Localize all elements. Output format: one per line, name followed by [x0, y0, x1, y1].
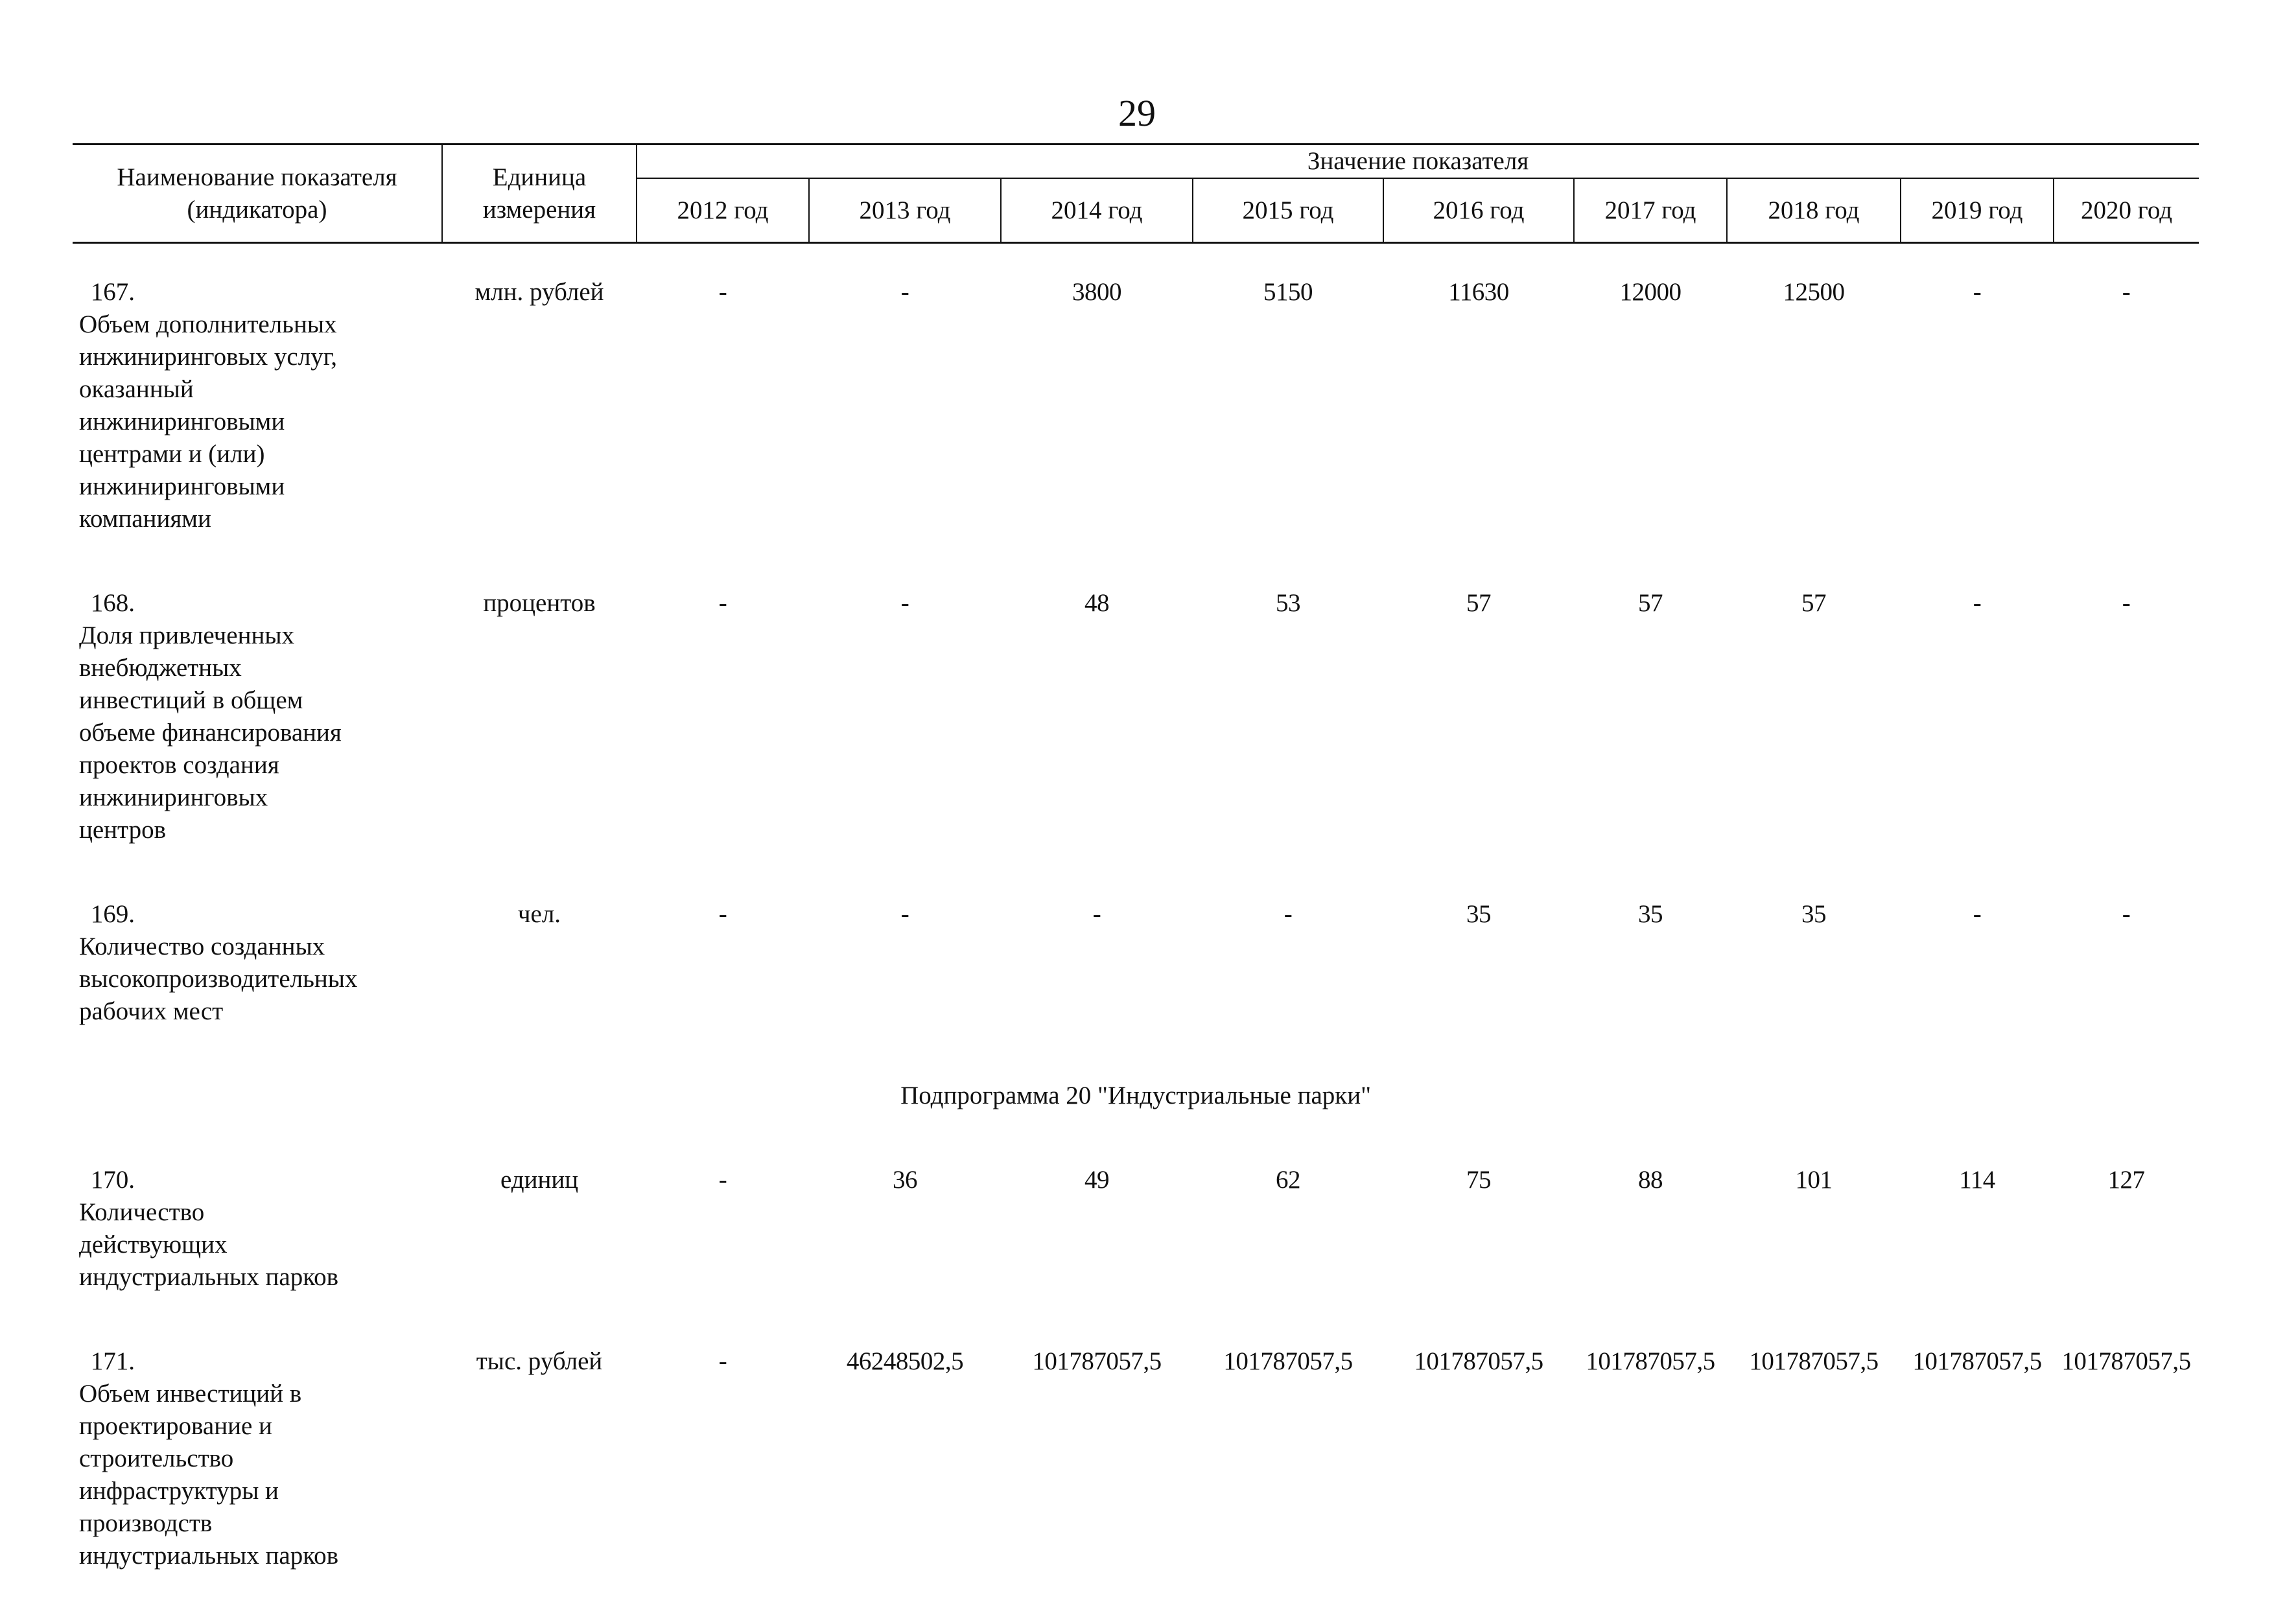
value-cell: - — [1001, 898, 1193, 1080]
value-cell: - — [2054, 276, 2199, 587]
value-cell: - — [637, 276, 809, 587]
table-row — [73, 1345, 2199, 1624]
table-row — [73, 276, 2199, 587]
value-cell: 88 — [1574, 1164, 1727, 1345]
value-cell: 48 — [1001, 587, 1193, 898]
value-cell: 101787057,5 — [2054, 1345, 2199, 1624]
value-cell: 75 — [1383, 1164, 1574, 1345]
value-cell: - — [1901, 587, 2054, 898]
row-number: 167. — [73, 276, 135, 308]
indicator-name: Количество созданных высокопроизводительных рабочих мест — [79, 931, 384, 1028]
unit-cell: единиц — [442, 1164, 637, 1345]
value-cell: 12500 — [1727, 276, 1901, 587]
table-header — [73, 145, 2199, 243]
value-cell: 101787057,5 — [1193, 1345, 1383, 1624]
value-cell: 12000 — [1574, 276, 1727, 587]
value-cell: 101 — [1727, 1164, 1901, 1345]
value-cell: - — [637, 1345, 809, 1624]
value-cell: - — [637, 1164, 809, 1345]
header-year-5: 2016 год — [1383, 178, 1574, 243]
value-cell: 57 — [1727, 587, 1901, 898]
value-cell: - — [2054, 587, 2199, 898]
page-number: 29 — [0, 91, 2274, 136]
value-cell: 49 — [1001, 1164, 1193, 1345]
value-cell: 114 — [1901, 1164, 2054, 1345]
value-cell: 62 — [1193, 1164, 1383, 1345]
value-cell: 35 — [1574, 898, 1727, 1080]
table-row — [73, 587, 2199, 898]
value-cell: - — [637, 898, 809, 1080]
subprogram-row — [73, 1080, 2199, 1164]
value-cell: - — [809, 587, 1001, 898]
unit-cell: процентов — [442, 587, 637, 898]
value-cell: - — [1193, 898, 1383, 1080]
value-cell: 57 — [1383, 587, 1574, 898]
indicator-name-cell — [73, 276, 442, 587]
value-cell: - — [637, 587, 809, 898]
header-year-7: 2018 год — [1727, 178, 1901, 243]
header-year-8: 2019 год — [1901, 178, 2054, 243]
indicator-name: Объем инвестиций в проектирование и строительство инфраструктуры и производств индустриальных парков — [79, 1378, 384, 1572]
subprogram-title: Подпрограмма 20 "Индустриальные парки" — [73, 1080, 2199, 1164]
table-body — [73, 243, 2199, 1624]
value-cell: 101787057,5 — [1901, 1345, 2054, 1624]
value-cell: 53 — [1193, 587, 1383, 898]
header-name-column: Наименование показателя (индикатора) — [73, 145, 442, 243]
indicator-name-cell — [73, 587, 442, 898]
value-cell: 36 — [809, 1164, 1001, 1345]
header-year-2: 2013 год — [809, 178, 1001, 243]
value-cell: - — [809, 898, 1001, 1080]
row-number: 170. — [73, 1164, 135, 1196]
table-row — [73, 898, 2199, 1080]
value-cell: 3800 — [1001, 276, 1193, 587]
unit-cell: тыс. рублей — [442, 1345, 637, 1624]
value-cell: - — [1901, 898, 2054, 1080]
value-cell: 5150 — [1193, 276, 1383, 587]
value-cell: 11630 — [1383, 276, 1574, 587]
header-values-group: Значение показателя — [637, 145, 2199, 179]
header-unit-column: Единица измерения — [442, 145, 637, 243]
value-cell: 46248502,5 — [809, 1345, 1001, 1624]
value-cell: 101787057,5 — [1574, 1345, 1727, 1624]
indicator-name-cell — [73, 898, 442, 1080]
indicator-name: Доля привлеченных внебюджетных инвестиций в общем объеме финансирования проектов создания инжиниринговых центров — [79, 620, 384, 846]
indicators-table — [73, 143, 2199, 1624]
value-cell: 101787057,5 — [1383, 1345, 1574, 1624]
row-number: 168. — [73, 587, 135, 620]
unit-cell: млн. рублей — [442, 276, 637, 587]
value-cell: 35 — [1727, 898, 1901, 1080]
value-cell: 127 — [2054, 1164, 2199, 1345]
value-cell: - — [2054, 898, 2199, 1080]
row-number: 169. — [73, 898, 135, 931]
value-cell: - — [809, 276, 1001, 587]
header-year-4: 2015 год — [1193, 178, 1383, 243]
value-cell: - — [1901, 276, 2054, 587]
header-year-9: 2020 год — [2054, 178, 2199, 243]
indicator-name-cell — [73, 1164, 442, 1345]
value-cell: 101787057,5 — [1727, 1345, 1901, 1624]
value-cell: 57 — [1574, 587, 1727, 898]
indicator-name-cell — [73, 1345, 442, 1624]
header-year-1: 2012 год — [637, 178, 809, 243]
value-cell: 101787057,5 — [1001, 1345, 1193, 1624]
indicator-name: Объем дополнительных инжиниринговых услуг, оказанный инжиниринговыми центрами и (или) инжиниринговыми компаниями — [79, 308, 384, 535]
table-row — [73, 1164, 2199, 1345]
indicator-name: Количество действующих индустриальных парков — [79, 1196, 384, 1293]
value-cell: 35 — [1383, 898, 1574, 1080]
row-number: 171. — [73, 1345, 135, 1378]
header-year-6: 2017 год — [1574, 178, 1727, 243]
unit-cell: чел. — [442, 898, 637, 1080]
header-year-3: 2014 год — [1001, 178, 1193, 243]
